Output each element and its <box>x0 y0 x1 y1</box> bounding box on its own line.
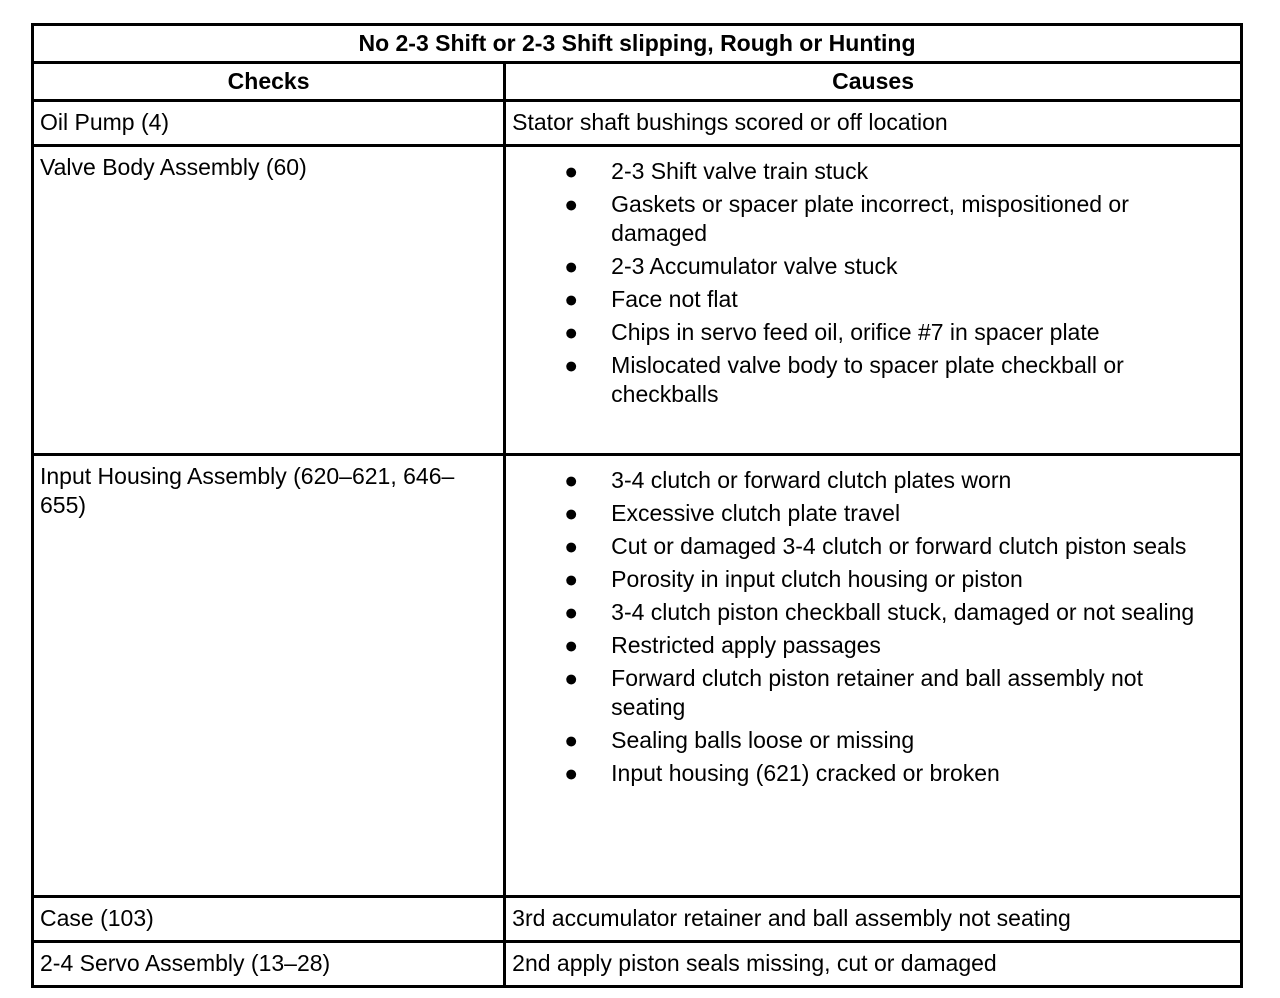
table-row <box>33 146 1242 455</box>
cause-text: Forward clutch piston retainer and ball assembly not seating <box>611 665 1143 720</box>
list-item <box>512 565 1220 594</box>
list-item <box>512 598 1220 627</box>
bullet-icon: ● <box>564 533 579 559</box>
list-item <box>512 190 1220 248</box>
cause-cell: 3rd accumulator retainer and ball assembly not seating <box>505 897 1242 942</box>
cause-text: Cut or damaged 3-4 clutch or forward clutch piston seals <box>611 533 1187 559</box>
bullet-icon: ● <box>564 632 579 658</box>
checks-header: Checks <box>33 63 505 101</box>
list-item <box>512 726 1220 755</box>
list-item <box>512 285 1220 314</box>
bullet-icon: ● <box>564 727 579 753</box>
causes-header: Causes <box>505 63 1242 101</box>
cause-text: Mislocated valve body to spacer plate checkball or checkballs <box>611 352 1124 407</box>
bullet-icon: ● <box>564 286 579 312</box>
bullet-icon: ● <box>564 158 579 184</box>
diagnosis-table <box>31 23 1243 988</box>
cause-text: Chips in servo feed oil, orifice #7 in spacer plate <box>611 319 1100 345</box>
bullet-icon: ● <box>564 500 579 526</box>
table-title: No 2-3 Shift or 2-3 Shift slipping, Rough or Hunting <box>33 25 1242 63</box>
cause-list <box>512 157 1220 409</box>
list-item <box>512 466 1220 495</box>
title-row <box>33 25 1242 63</box>
cause-text: 2-3 Shift valve train stuck <box>611 158 869 184</box>
table-row <box>33 101 1242 146</box>
cause-cell: 2nd apply piston seals missing, cut or damaged <box>505 942 1242 987</box>
table-row <box>33 942 1242 987</box>
table-row <box>33 455 1242 897</box>
list-item <box>512 759 1220 788</box>
check-cell: 2-4 Servo Assembly (13–28) <box>33 942 505 987</box>
cause-list <box>512 466 1220 788</box>
list-item <box>512 664 1220 722</box>
list-item <box>512 631 1220 660</box>
check-cell: Oil Pump (4) <box>33 101 505 146</box>
cause-text: Gaskets or spacer plate incorrect, mispositioned or damaged <box>611 191 1129 246</box>
check-cell: Input Housing Assembly (620–621, 646–655) <box>33 455 505 897</box>
bullet-icon: ● <box>564 319 579 345</box>
list-item <box>512 532 1220 561</box>
bullet-icon: ● <box>564 253 579 279</box>
check-cell: Valve Body Assembly (60) <box>33 146 505 455</box>
list-item <box>512 351 1220 409</box>
cause-text: Sealing balls loose or missing <box>611 727 915 753</box>
list-item <box>512 157 1220 186</box>
cause-text: 3-4 clutch or forward clutch plates worn <box>611 467 1012 493</box>
bullet-icon: ● <box>564 566 579 592</box>
cause-text: Excessive clutch plate travel <box>611 500 901 526</box>
bullet-icon: ● <box>564 467 579 493</box>
bullet-icon: ● <box>564 352 579 378</box>
cause-cell: Stator shaft bushings scored or off location <box>505 101 1242 146</box>
cause-cell <box>505 455 1242 897</box>
header-row <box>33 63 1242 101</box>
bullet-icon: ● <box>564 599 579 625</box>
list-item <box>512 318 1220 347</box>
cause-text: 3-4 clutch piston checkball stuck, damaged or not sealing <box>611 599 1195 625</box>
list-item <box>512 252 1220 281</box>
check-cell: Case (103) <box>33 897 505 942</box>
bullet-icon: ● <box>564 191 579 217</box>
list-item <box>512 499 1220 528</box>
table-row <box>33 897 1242 942</box>
bullet-icon: ● <box>564 760 579 786</box>
cause-text: Porosity in input clutch housing or piston <box>611 566 1023 592</box>
cause-text: 2-3 Accumulator valve stuck <box>611 253 898 279</box>
cause-cell <box>505 146 1242 455</box>
bullet-icon: ● <box>564 665 579 691</box>
cause-text: Input housing (621) cracked or broken <box>611 760 1000 786</box>
cause-text: Face not flat <box>611 286 738 312</box>
cause-text: Restricted apply passages <box>611 632 881 658</box>
